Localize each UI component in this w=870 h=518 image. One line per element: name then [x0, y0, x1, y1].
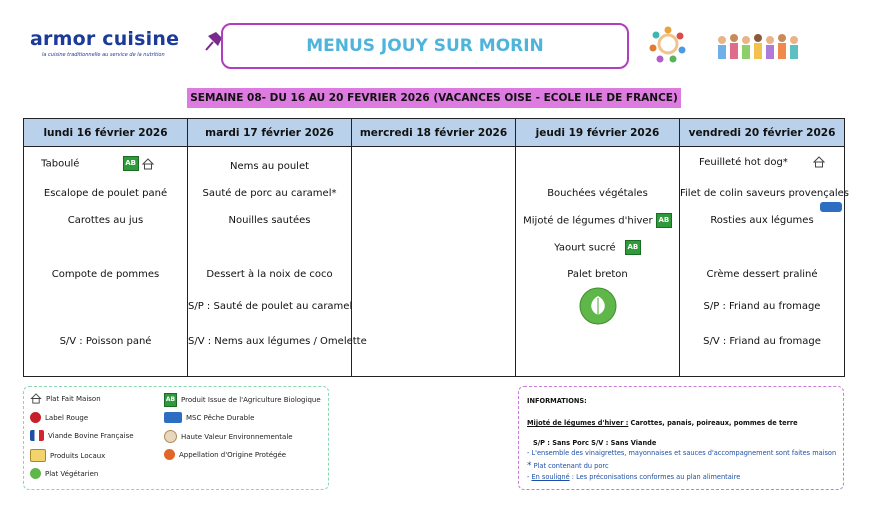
info-title: INFORMATIONS:	[527, 397, 587, 405]
day-header: vendredi 20 février 2026	[680, 119, 844, 147]
dish-main: Filet de colin saveurs provençales	[680, 188, 849, 199]
aop-icon	[164, 449, 175, 460]
brand-logo: armor cuisine	[30, 28, 180, 50]
dish-starter: Feuilleté hot dog*	[680, 156, 844, 168]
dish-no-meat: S/V : Friand au fromage	[703, 336, 821, 347]
dish-side: Mijoté de légumes d'hiver AB	[516, 213, 679, 228]
brand-tagline: la cuisine traditionnelle au service de la nutrition	[42, 52, 165, 58]
dish-side: Nouilles sautées	[228, 215, 311, 226]
dish-no-meat: S/V : Poisson pané	[59, 336, 152, 347]
legend-item: AB Produit Issue de l'Agriculture Biologique	[164, 393, 321, 407]
homemade-icon	[813, 156, 825, 168]
legend-item: Produits Locaux	[30, 449, 105, 462]
day-column-thursday	[516, 119, 680, 376]
legend-item: Label Rouge	[30, 412, 88, 423]
info-souligne: - En souligné : Les préconisations conformes au plan alimentaire	[527, 473, 741, 481]
day-column-monday	[24, 119, 188, 376]
dish-main: Escalope de poulet pané	[43, 188, 168, 199]
dish-starter: Nems au poulet	[229, 161, 310, 172]
day-column-friday	[680, 119, 849, 376]
homemade-icon	[142, 158, 154, 170]
dish-dessert: Dessert à la noix de coco	[206, 269, 333, 280]
dish-dessert: Crème dessert praliné	[706, 269, 818, 280]
organic-badge-icon: AB	[123, 156, 139, 171]
label-rouge-icon	[30, 412, 41, 423]
dish-dairy: Yaourt sucré AB	[516, 240, 679, 255]
day-header: jeudi 19 février 2026	[516, 119, 679, 147]
dish-dessert: Compote de pommes	[51, 269, 160, 280]
asterisk-icon: *	[527, 461, 532, 471]
homemade-icon	[30, 393, 42, 404]
dish-starter: Taboulé AB	[16, 156, 179, 171]
menu-table	[23, 118, 849, 377]
info-mijote: Mijoté de légumes d'hiver : Carottes, panais, poireaux, pommes de terre	[527, 419, 798, 427]
organic-badge-icon: AB	[625, 240, 641, 255]
legend-item: MSC Pêche Durable	[164, 412, 254, 423]
hve-icon	[164, 430, 177, 443]
vegetarian-leaf-icon	[579, 287, 617, 325]
dish-no-meat: S/V : Nems aux légumes / Omelette	[188, 336, 367, 347]
msc-fish-icon	[164, 412, 182, 423]
menu-title-box	[221, 23, 629, 69]
dish-dessert: Palet breton	[567, 269, 628, 280]
organic-badge-icon: AB	[656, 213, 672, 228]
day-header: mercredi 18 février 2026	[352, 119, 515, 147]
vegetarian-leaf-icon	[30, 468, 41, 479]
dish-side: Rosties aux légumes	[710, 215, 814, 226]
dish-no-pork: S/P : Sauté de poulet au caramel	[188, 301, 353, 312]
legend-item: Appellation d'Origine Protégée	[164, 449, 286, 460]
dish-side: Carottes au jus	[67, 215, 144, 226]
day-column-tuesday	[188, 119, 367, 376]
legend-box	[23, 386, 329, 490]
legend-item: Plat Végétarien	[30, 468, 98, 479]
msc-fish-icon	[820, 202, 842, 212]
info-abbreviations: S/P : Sans Porc S/V : Sans Viande	[533, 439, 657, 447]
dish-main: Sauté de porc au caramel*	[202, 188, 337, 199]
day-column-wednesday	[352, 119, 516, 376]
legend-item: Haute Valeur Environnementale	[164, 430, 293, 443]
legend-item: Plat Fait Maison	[30, 393, 101, 404]
dish-main: Bouchées végétales	[547, 188, 648, 199]
legend-item: Viande Bovine Française	[30, 430, 134, 441]
page-title: MENUS JOUY SUR MORIN	[306, 36, 544, 56]
organic-badge-icon: AB	[164, 393, 177, 407]
french-beef-icon	[30, 430, 44, 441]
day-header: lundi 16 février 2026	[24, 119, 187, 147]
week-banner: SEMAINE 08- DU 16 AU 20 FEVRIER 2026 (VACANCES OISE - ECOLE ILE DE FRANCE)	[187, 88, 681, 108]
information-box	[518, 386, 844, 490]
day-header: mardi 17 février 2026	[188, 119, 351, 147]
local-products-icon	[30, 449, 46, 462]
dish-no-pork: S/P : Friand au fromage	[703, 301, 821, 312]
children-circle-icon	[648, 24, 688, 64]
info-sauces: - L'ensemble des vinaigrettes, mayonnaises et sauces d'accompagnement sont faites maison	[527, 449, 837, 457]
info-porc: * Plat contenant du porc	[527, 461, 609, 471]
children-group-icon	[714, 26, 806, 66]
